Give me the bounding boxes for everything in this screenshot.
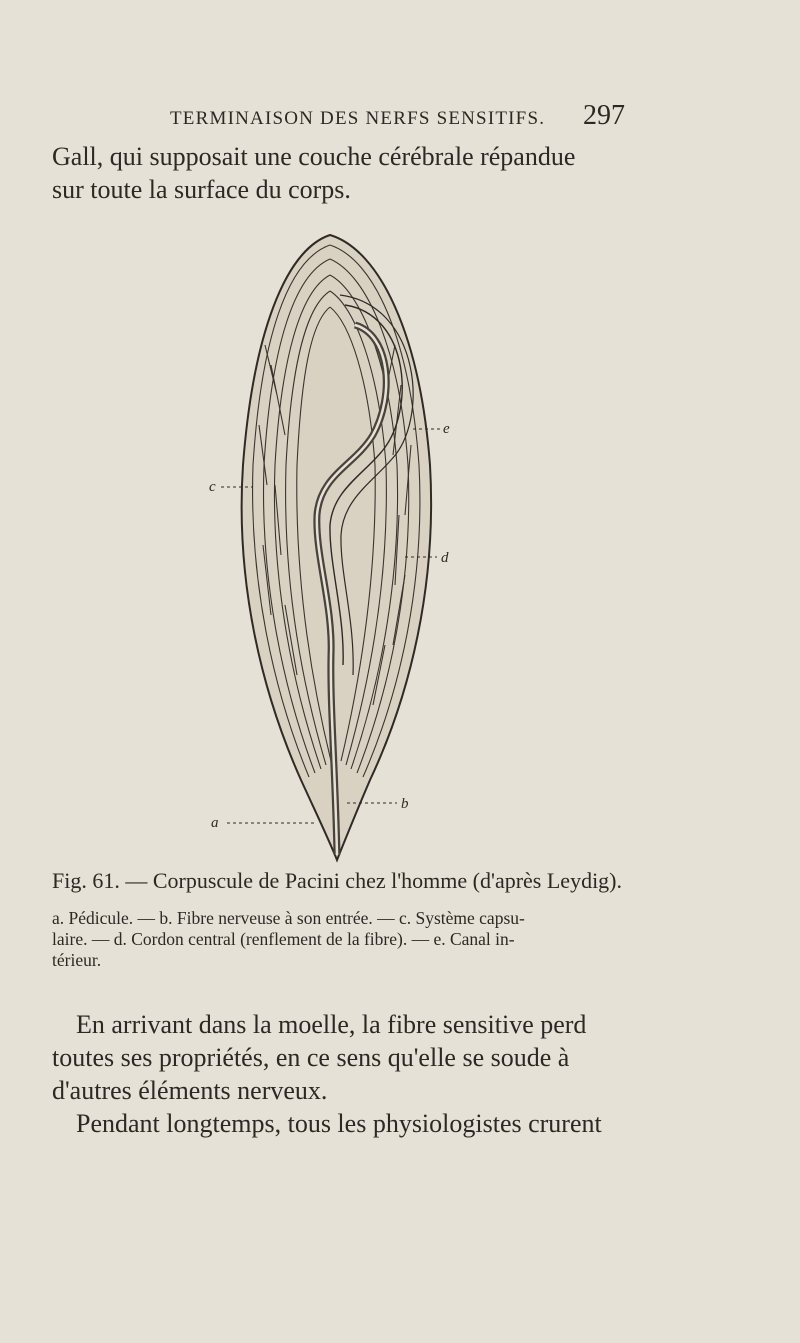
intro-paragraph [52,140,627,206]
label-a: a [211,815,219,831]
text-line: sur toute la surface du corps. [52,175,351,204]
body-paragraph-2 [52,1107,627,1140]
running-head [170,100,625,132]
label-e: e [443,421,450,437]
running-title: TERMINAISON DES NERFS SENSITIFS. [170,108,546,129]
label-b: b [401,796,409,812]
text-line: Gall, qui supposait une couche cérébrale répandue [52,142,576,171]
text-line: Pendant longtemps, tous les physiologistes crurent [76,1109,602,1138]
body-paragraph-1 [52,1008,627,1107]
text-line: En arrivant dans la moelle, la fibre sensitive perd [76,1010,587,1039]
label-d: d [441,550,449,566]
text-line: d'autres éléments nerveux. [52,1076,328,1105]
figure-caption-title: Fig. 61. — Corpuscule de Pacini chez l'homme (d'après Leydig). [52,868,623,893]
pacinian-corpuscle-figure [205,225,475,870]
label-c: c [209,479,216,495]
legend-line: térieur. [52,950,102,970]
text-line: toutes ses propriétés, en ce sens qu'elle se soude à [52,1043,570,1072]
legend-line: a. Pédicule. — b. Fibre nerveuse à son entrée. — c. Système capsu- [52,908,525,928]
legend-line: laire. — d. Cordon central (renflement de la fibre). — e. Canal in- [52,929,515,949]
page-number: 297 [583,100,625,131]
figure-legend [52,908,627,971]
